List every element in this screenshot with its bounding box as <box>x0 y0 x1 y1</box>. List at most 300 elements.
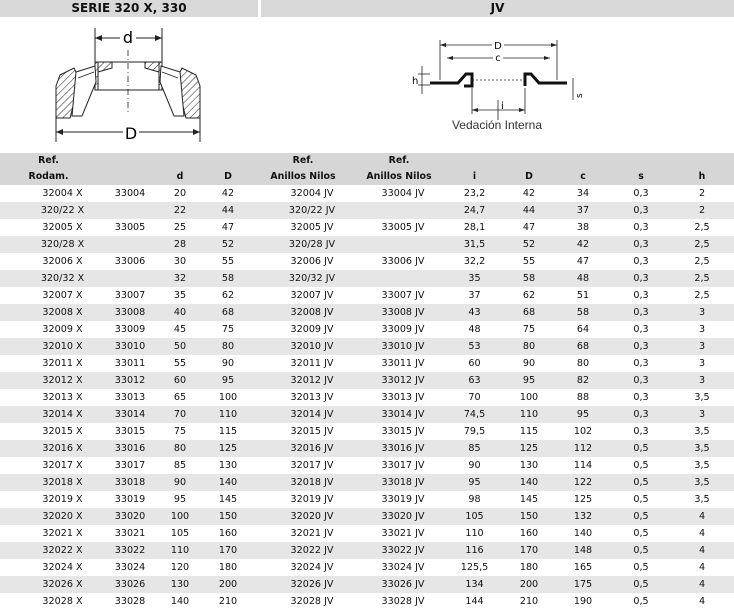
cell-d: 25 <box>157 219 203 236</box>
cell-h: 4 <box>670 576 734 593</box>
th1-0: Ref. <box>0 153 97 169</box>
cell-h: 4 <box>670 559 734 576</box>
cell-s: 0,3 <box>612 287 670 304</box>
label-seal-i: i <box>501 101 504 112</box>
dimension-table <box>0 153 734 610</box>
th2-0: Rodam. <box>0 169 97 185</box>
cell-D: 55 <box>203 253 253 270</box>
cell-h: 2,5 <box>670 287 734 304</box>
cell-h: 3,5 <box>670 474 734 491</box>
cell-c: 38 <box>554 219 612 236</box>
cell-ref-330: 33008 <box>97 304 157 321</box>
cell-c: 58 <box>554 304 612 321</box>
cell-s: 0,3 <box>612 406 670 423</box>
cell-D: 68 <box>203 304 253 321</box>
cell-seal-D: 210 <box>504 593 554 610</box>
cell-D: 210 <box>203 593 253 610</box>
cell-seal-D: 44 <box>504 202 554 219</box>
cell-ref-rodam: 32010 X <box>0 338 97 355</box>
cell-d: 22 <box>157 202 203 219</box>
cell-ref-rodam: 32009 X <box>0 321 97 338</box>
cell-ref-330 <box>97 270 157 287</box>
table-row <box>0 559 734 576</box>
cell-ref-anillo-330: 33019 JV <box>353 491 445 508</box>
cell-s: 0,3 <box>612 372 670 389</box>
th1-2 <box>157 153 203 169</box>
cell-D: 115 <box>203 423 253 440</box>
cell-seal-D: 180 <box>504 559 554 576</box>
cell-d: 45 <box>157 321 203 338</box>
cell-ref-rodam: 32011 X <box>0 355 97 372</box>
table-row <box>0 389 734 406</box>
cell-i: 35 <box>445 270 504 287</box>
label-d: d <box>122 28 134 47</box>
table-row <box>0 593 734 610</box>
cell-d: 50 <box>157 338 203 355</box>
table-row <box>0 525 734 542</box>
cell-h: 4 <box>670 525 734 542</box>
cell-ref-330: 33004 <box>97 185 157 202</box>
cell-i: 98 <box>445 491 504 508</box>
cell-h: 2,5 <box>670 270 734 287</box>
cell-ref-anillo-330 <box>353 202 445 219</box>
cell-h: 3 <box>670 355 734 372</box>
cell-D: 52 <box>203 236 253 253</box>
table-row <box>0 542 734 559</box>
cell-s: 0,3 <box>612 423 670 440</box>
cell-ref-330: 33018 <box>97 474 157 491</box>
cell-d: 65 <box>157 389 203 406</box>
cell-ref-330: 33014 <box>97 406 157 423</box>
cell-ref-anillo-330: 33004 JV <box>353 185 445 202</box>
cell-ref-anillo-320: 32022 JV <box>253 542 353 559</box>
cell-seal-D: 62 <box>504 287 554 304</box>
cell-h: 2 <box>670 202 734 219</box>
cell-h: 3,5 <box>670 389 734 406</box>
cell-ref-rodam: 320/32 X <box>0 270 97 287</box>
cell-ref-rodam: 32022 X <box>0 542 97 559</box>
cell-D: 100 <box>203 389 253 406</box>
cell-ref-anillo-320: 320/32 JV <box>253 270 353 287</box>
cell-s: 0,3 <box>612 236 670 253</box>
cell-i: 53 <box>445 338 504 355</box>
cell-ref-anillo-330: 33013 JV <box>353 389 445 406</box>
cell-D: 130 <box>203 457 253 474</box>
cell-d: 100 <box>157 508 203 525</box>
cell-c: 51 <box>554 287 612 304</box>
th2-2: d <box>157 169 203 185</box>
cell-ref-anillo-330: 33007 JV <box>353 287 445 304</box>
cell-ref-330: 33006 <box>97 253 157 270</box>
cell-d: 55 <box>157 355 203 372</box>
th1-7 <box>504 153 554 169</box>
cell-i: 48 <box>445 321 504 338</box>
cell-ref-330: 33005 <box>97 219 157 236</box>
cell-ref-330 <box>97 202 157 219</box>
cell-c: 102 <box>554 423 612 440</box>
cell-seal-D: 150 <box>504 508 554 525</box>
th2-1 <box>97 169 157 185</box>
cell-i: 144 <box>445 593 504 610</box>
cell-d: 35 <box>157 287 203 304</box>
cell-ref-anillo-330: 33014 JV <box>353 406 445 423</box>
cell-ref-anillo-320: 32004 JV <box>253 185 353 202</box>
table-row <box>0 508 734 525</box>
cell-seal-D: 47 <box>504 219 554 236</box>
cell-ref-anillo-320: 32012 JV <box>253 372 353 389</box>
cell-ref-rodam: 32028 X <box>0 593 97 610</box>
cell-s: 0,5 <box>612 542 670 559</box>
cell-s: 0,5 <box>612 508 670 525</box>
cell-h: 3 <box>670 338 734 355</box>
cell-h: 3 <box>670 304 734 321</box>
cell-i: 95 <box>445 474 504 491</box>
cell-D: 47 <box>203 219 253 236</box>
cell-seal-D: 100 <box>504 389 554 406</box>
cell-d: 140 <box>157 593 203 610</box>
cell-ref-330: 33024 <box>97 559 157 576</box>
table-row <box>0 576 734 593</box>
cell-ref-anillo-330: 33009 JV <box>353 321 445 338</box>
cell-ref-330: 33007 <box>97 287 157 304</box>
cell-s: 0,5 <box>612 440 670 457</box>
cell-D: 145 <box>203 491 253 508</box>
table-row <box>0 287 734 304</box>
cell-seal-D: 68 <box>504 304 554 321</box>
th2-9: s <box>612 169 670 185</box>
cell-d: 20 <box>157 185 203 202</box>
cell-ref-anillo-330: 33021 JV <box>353 525 445 542</box>
cell-c: 165 <box>554 559 612 576</box>
cell-h: 3,5 <box>670 440 734 457</box>
table-row <box>0 406 734 423</box>
cell-ref-anillo-320: 32026 JV <box>253 576 353 593</box>
cell-seal-D: 55 <box>504 253 554 270</box>
cell-i: 105 <box>445 508 504 525</box>
cell-ref-anillo-320: 32021 JV <box>253 525 353 542</box>
cell-s: 0,5 <box>612 457 670 474</box>
cell-s: 0,3 <box>612 185 670 202</box>
th1-8 <box>554 153 612 169</box>
cell-ref-330: 33026 <box>97 576 157 593</box>
cell-ref-anillo-320: 32011 JV <box>253 355 353 372</box>
cell-ref-anillo-330: 33005 JV <box>353 219 445 236</box>
label-seal-s: s <box>575 93 585 98</box>
cell-s: 0,3 <box>612 270 670 287</box>
cell-ref-anillo-320: 32009 JV <box>253 321 353 338</box>
cell-s: 0,5 <box>612 474 670 491</box>
cell-c: 112 <box>554 440 612 457</box>
cell-ref-anillo-320: 32019 JV <box>253 491 353 508</box>
cell-D: 180 <box>203 559 253 576</box>
table-row <box>0 304 734 321</box>
cell-ref-anillo-330: 33018 JV <box>353 474 445 491</box>
cell-c: 48 <box>554 270 612 287</box>
cell-ref-330: 33010 <box>97 338 157 355</box>
cell-c: 47 <box>554 253 612 270</box>
cell-c: 114 <box>554 457 612 474</box>
th1-9 <box>612 153 670 169</box>
cell-seal-D: 145 <box>504 491 554 508</box>
cell-seal-D: 52 <box>504 236 554 253</box>
cell-s: 0,3 <box>612 338 670 355</box>
cell-ref-anillo-330: 33024 JV <box>353 559 445 576</box>
table-row <box>0 270 734 287</box>
cell-i: 31,5 <box>445 236 504 253</box>
cell-ref-330: 33015 <box>97 423 157 440</box>
cell-ref-anillo-320: 32016 JV <box>253 440 353 457</box>
cell-D: 170 <box>203 542 253 559</box>
cell-d: 60 <box>157 372 203 389</box>
cell-D: 200 <box>203 576 253 593</box>
table-row <box>0 219 734 236</box>
cell-ref-anillo-330 <box>353 236 445 253</box>
cell-ref-anillo-320: 32005 JV <box>253 219 353 236</box>
table-row <box>0 253 734 270</box>
jv-title: JV <box>261 0 734 17</box>
label-D: D <box>124 124 138 143</box>
cell-ref-rodam: 32020 X <box>0 508 97 525</box>
cell-ref-330: 33013 <box>97 389 157 406</box>
cell-D: 44 <box>203 202 253 219</box>
cell-seal-D: 200 <box>504 576 554 593</box>
cell-s: 0,3 <box>612 219 670 236</box>
cell-ref-330 <box>97 236 157 253</box>
cell-seal-D: 160 <box>504 525 554 542</box>
th2-7: D <box>504 169 554 185</box>
cell-D: 160 <box>203 525 253 542</box>
cell-d: 75 <box>157 423 203 440</box>
th2-3: D <box>203 169 253 185</box>
cell-i: 23,2 <box>445 185 504 202</box>
cell-ref-330: 33019 <box>97 491 157 508</box>
cell-ref-rodam: 32007 X <box>0 287 97 304</box>
cell-ref-330: 33028 <box>97 593 157 610</box>
cell-i: 60 <box>445 355 504 372</box>
cell-D: 150 <box>203 508 253 525</box>
cell-ref-330: 33009 <box>97 321 157 338</box>
cell-ref-rodam: 32021 X <box>0 525 97 542</box>
cell-ref-anillo-320: 32010 JV <box>253 338 353 355</box>
cell-d: 130 <box>157 576 203 593</box>
cell-ref-330: 33012 <box>97 372 157 389</box>
cell-ref-anillo-330: 33022 JV <box>353 542 445 559</box>
cell-seal-D: 42 <box>504 185 554 202</box>
cell-c: 64 <box>554 321 612 338</box>
cell-ref-rodam: 32026 X <box>0 576 97 593</box>
cell-s: 0,3 <box>612 321 670 338</box>
cell-ref-rodam: 32013 X <box>0 389 97 406</box>
cell-h: 4 <box>670 508 734 525</box>
cell-c: 122 <box>554 474 612 491</box>
cell-d: 105 <box>157 525 203 542</box>
cell-d: 30 <box>157 253 203 270</box>
cell-d: 90 <box>157 474 203 491</box>
th2-4: Anillos Nilos <box>253 169 353 185</box>
th2-8: c <box>554 169 612 185</box>
cell-s: 0,3 <box>612 202 670 219</box>
cell-i: 116 <box>445 542 504 559</box>
table-row <box>0 474 734 491</box>
cell-c: 95 <box>554 406 612 423</box>
cell-d: 70 <box>157 406 203 423</box>
cell-h: 2,5 <box>670 236 734 253</box>
cell-ref-anillo-320: 32018 JV <box>253 474 353 491</box>
cell-ref-330: 33021 <box>97 525 157 542</box>
cell-c: 34 <box>554 185 612 202</box>
cell-c: 42 <box>554 236 612 253</box>
cell-ref-anillo-320: 32014 JV <box>253 406 353 423</box>
series-title: SERIE 320 X, 330 <box>0 0 258 17</box>
cell-seal-D: 130 <box>504 457 554 474</box>
table-row <box>0 355 734 372</box>
cell-seal-D: 125 <box>504 440 554 457</box>
th1-4: Ref. <box>253 153 353 169</box>
figure-caption: Vedación Interna <box>451 118 543 132</box>
cell-seal-D: 140 <box>504 474 554 491</box>
cell-ref-anillo-330: 33017 JV <box>353 457 445 474</box>
label-seal-h: h <box>412 76 419 87</box>
cell-i: 74,5 <box>445 406 504 423</box>
cell-ref-anillo-320: 32008 JV <box>253 304 353 321</box>
cell-seal-D: 115 <box>504 423 554 440</box>
cell-D: 75 <box>203 321 253 338</box>
cell-ref-anillo-320: 32013 JV <box>253 389 353 406</box>
cell-D: 95 <box>203 372 253 389</box>
table-row <box>0 491 734 508</box>
cell-ref-rodam: 32019 X <box>0 491 97 508</box>
cell-ref-330: 33020 <box>97 508 157 525</box>
table-row <box>0 457 734 474</box>
cell-s: 0,3 <box>612 355 670 372</box>
cell-ref-anillo-330: 33015 JV <box>353 423 445 440</box>
cell-seal-D: 170 <box>504 542 554 559</box>
cell-ref-anillo-320: 32015 JV <box>253 423 353 440</box>
cell-h: 4 <box>670 542 734 559</box>
cell-ref-rodam: 320/28 X <box>0 236 97 253</box>
cell-s: 0,3 <box>612 304 670 321</box>
cell-ref-anillo-320: 32024 JV <box>253 559 353 576</box>
table-row <box>0 423 734 440</box>
label-seal-c: c <box>495 53 501 64</box>
cell-ref-rodam: 32024 X <box>0 559 97 576</box>
cell-ref-anillo-330: 33008 JV <box>353 304 445 321</box>
cell-d: 32 <box>157 270 203 287</box>
label-seal-D: D <box>494 41 502 52</box>
cell-ref-rodam: 32006 X <box>0 253 97 270</box>
cell-d: 120 <box>157 559 203 576</box>
table-row <box>0 338 734 355</box>
cell-ref-anillo-320: 32007 JV <box>253 287 353 304</box>
cell-h: 3,5 <box>670 423 734 440</box>
cell-ref-anillo-330: 33020 JV <box>353 508 445 525</box>
cell-i: 32,2 <box>445 253 504 270</box>
cell-i: 43 <box>445 304 504 321</box>
cell-D: 125 <box>203 440 253 457</box>
cell-D: 42 <box>203 185 253 202</box>
cell-ref-rodam: 32005 X <box>0 219 97 236</box>
cell-D: 90 <box>203 355 253 372</box>
cell-i: 63 <box>445 372 504 389</box>
cell-ref-rodam: 320/22 X <box>0 202 97 219</box>
table-row <box>0 372 734 389</box>
cell-h: 3 <box>670 372 734 389</box>
cell-ref-rodam: 32018 X <box>0 474 97 491</box>
cell-c: 80 <box>554 355 612 372</box>
cell-h: 3,5 <box>670 491 734 508</box>
cell-h: 2 <box>670 185 734 202</box>
cell-c: 132 <box>554 508 612 525</box>
cell-seal-D: 110 <box>504 406 554 423</box>
cell-c: 88 <box>554 389 612 406</box>
table-row <box>0 202 734 219</box>
cell-ref-anillo-330: 33016 JV <box>353 440 445 457</box>
cell-ref-rodam: 32017 X <box>0 457 97 474</box>
th2-6: i <box>445 169 504 185</box>
cell-c: 82 <box>554 372 612 389</box>
cell-D: 140 <box>203 474 253 491</box>
th2-5: Anillos Nilos <box>353 169 445 185</box>
cell-seal-D: 75 <box>504 321 554 338</box>
header-row-1 <box>0 153 734 169</box>
cell-seal-D: 58 <box>504 270 554 287</box>
cell-c: 125 <box>554 491 612 508</box>
cell-d: 28 <box>157 236 203 253</box>
th1-3 <box>203 153 253 169</box>
cell-ref-anillo-320: 32028 JV <box>253 593 353 610</box>
cell-c: 175 <box>554 576 612 593</box>
cell-ref-anillo-330: 33026 JV <box>353 576 445 593</box>
cell-ref-anillo-330: 33011 JV <box>353 355 445 372</box>
cell-ref-anillo-330 <box>353 270 445 287</box>
cell-c: 37 <box>554 202 612 219</box>
cell-ref-330: 33011 <box>97 355 157 372</box>
cell-h: 2,5 <box>670 253 734 270</box>
cell-ref-330: 33022 <box>97 542 157 559</box>
cell-h: 3,5 <box>670 457 734 474</box>
cell-d: 95 <box>157 491 203 508</box>
cell-ref-anillo-320: 320/22 JV <box>253 202 353 219</box>
cell-D: 62 <box>203 287 253 304</box>
table-row <box>0 185 734 202</box>
cell-ref-anillo-330: 33012 JV <box>353 372 445 389</box>
cell-d: 80 <box>157 440 203 457</box>
cell-i: 79,5 <box>445 423 504 440</box>
cell-i: 24,7 <box>445 202 504 219</box>
cell-ref-rodam: 32004 X <box>0 185 97 202</box>
cell-ref-rodam: 32008 X <box>0 304 97 321</box>
cell-ref-rodam: 32012 X <box>0 372 97 389</box>
cell-h: 3 <box>670 406 734 423</box>
cell-c: 190 <box>554 593 612 610</box>
cell-s: 0,3 <box>612 253 670 270</box>
table-row <box>0 440 734 457</box>
th1-1 <box>97 153 157 169</box>
cell-h: 4 <box>670 593 734 610</box>
cell-s: 0,5 <box>612 576 670 593</box>
cell-ref-anillo-320: 32020 JV <box>253 508 353 525</box>
cell-ref-anillo-320: 32017 JV <box>253 457 353 474</box>
cell-c: 148 <box>554 542 612 559</box>
th2-10: h <box>670 169 734 185</box>
cell-D: 58 <box>203 270 253 287</box>
th1-5: Ref. <box>353 153 445 169</box>
cell-D: 110 <box>203 406 253 423</box>
cell-d: 85 <box>157 457 203 474</box>
cell-seal-D: 80 <box>504 338 554 355</box>
cell-d: 110 <box>157 542 203 559</box>
cell-D: 80 <box>203 338 253 355</box>
